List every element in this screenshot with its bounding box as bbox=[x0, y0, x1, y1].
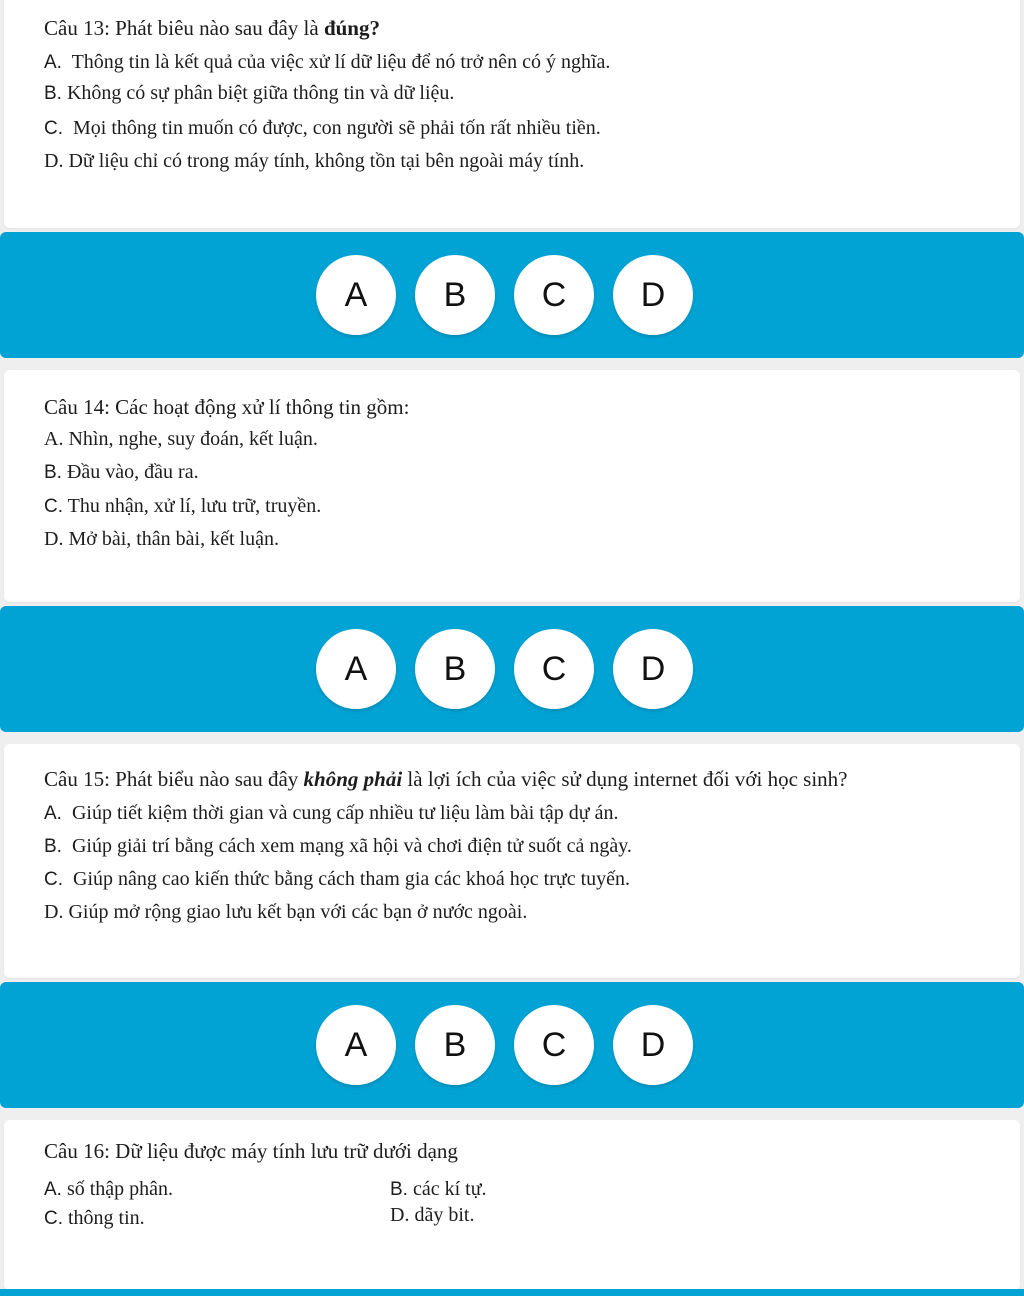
question-16-option-d: D. dãy bit. bbox=[390, 1204, 475, 1226]
answer-button-b[interactable]: B bbox=[415, 255, 495, 335]
question-15-option-d: D. Giúp mở rộng giao lưu kết bạn với các bạn ở nước ngoài. bbox=[44, 901, 528, 923]
question-16-text: Câu 16: Dữ liệu được máy tính lưu trữ dưới dạng bbox=[44, 1139, 458, 1163]
question-card-16 bbox=[4, 1120, 1020, 1290]
answer-button-d[interactable]: D bbox=[613, 1005, 693, 1085]
question-14-option-a: A. Nhìn, nghe, suy đoán, kết luận. bbox=[44, 428, 318, 450]
question-14-option-d: D. Mở bài, thân bài, kết luận. bbox=[44, 528, 279, 550]
question-13-option-c: C. Mọi thông tin muốn có được, con người sẽ phải tốn rất nhiều tiền. bbox=[44, 117, 601, 139]
question-16-option-a: A. số thập phân. bbox=[44, 1178, 174, 1200]
question-15-text: Câu 15: Phát biểu nào sau đây không phải là lợi ích của việc sử dụng internet đối với học sinh? bbox=[44, 767, 848, 791]
question-15-option-b: B. Giúp giải trí bằng cách xem mạng xã hội và chơi điện tử suốt cả ngày. bbox=[44, 835, 632, 857]
answer-button-a[interactable]: A bbox=[316, 255, 396, 335]
answer-button-b[interactable]: B bbox=[415, 629, 495, 709]
question-13-option-a: A. Thông tin là kết quả của việc xử lí dữ liệu để nó trở nên có ý nghĩa. bbox=[44, 51, 611, 73]
question-14-option-b: B. Đầu vào, đầu ra. bbox=[44, 461, 199, 483]
question-15-option-a: A. Giúp tiết kiệm thời gian và cung cấp nhiều tư liệu làm bài tập dự án. bbox=[44, 802, 619, 824]
question-16-option-b: B. các kí tự. bbox=[390, 1178, 487, 1200]
question-14-text: Câu 14: Các hoạt động xử lí thông tin gồm: bbox=[44, 395, 410, 419]
answer-button-a[interactable]: A bbox=[316, 1005, 396, 1085]
question-13-option-d: D. Dữ liệu chỉ có trong máy tính, không tồn tại bên ngoài máy tính. bbox=[44, 150, 585, 172]
question-14-option-c: C. Thu nhận, xử lí, lưu trữ, truyền. bbox=[44, 495, 322, 517]
answer-bar-15 bbox=[0, 982, 1024, 1108]
answer-bar-16-edge bbox=[0, 1289, 1024, 1296]
answer-button-d[interactable]: D bbox=[613, 255, 693, 335]
answer-button-a[interactable]: A bbox=[316, 629, 396, 709]
answer-bar-14 bbox=[0, 606, 1024, 732]
answer-button-b[interactable]: B bbox=[415, 1005, 495, 1085]
question-13-text: Câu 13: Phát biêu nào sau đây là đúng? bbox=[44, 16, 380, 40]
question-16-option-c: C. thông tin. bbox=[44, 1207, 145, 1229]
answer-button-c[interactable]: C bbox=[514, 1005, 594, 1085]
answer-bar-13 bbox=[0, 232, 1024, 358]
question-card-13 bbox=[4, 0, 1020, 228]
question-card-15 bbox=[4, 744, 1020, 978]
answer-button-c[interactable]: C bbox=[514, 255, 594, 335]
question-13-option-b: B. Không có sự phân biệt giữa thông tin và dữ liệu. bbox=[44, 82, 455, 104]
question-15-option-c: C. Giúp nâng cao kiến thức bằng cách tham gia các khoá học trực tuyến. bbox=[44, 868, 631, 890]
answer-button-c[interactable]: C bbox=[514, 629, 594, 709]
answer-button-d[interactable]: D bbox=[613, 629, 693, 709]
question-card-14 bbox=[4, 370, 1020, 602]
